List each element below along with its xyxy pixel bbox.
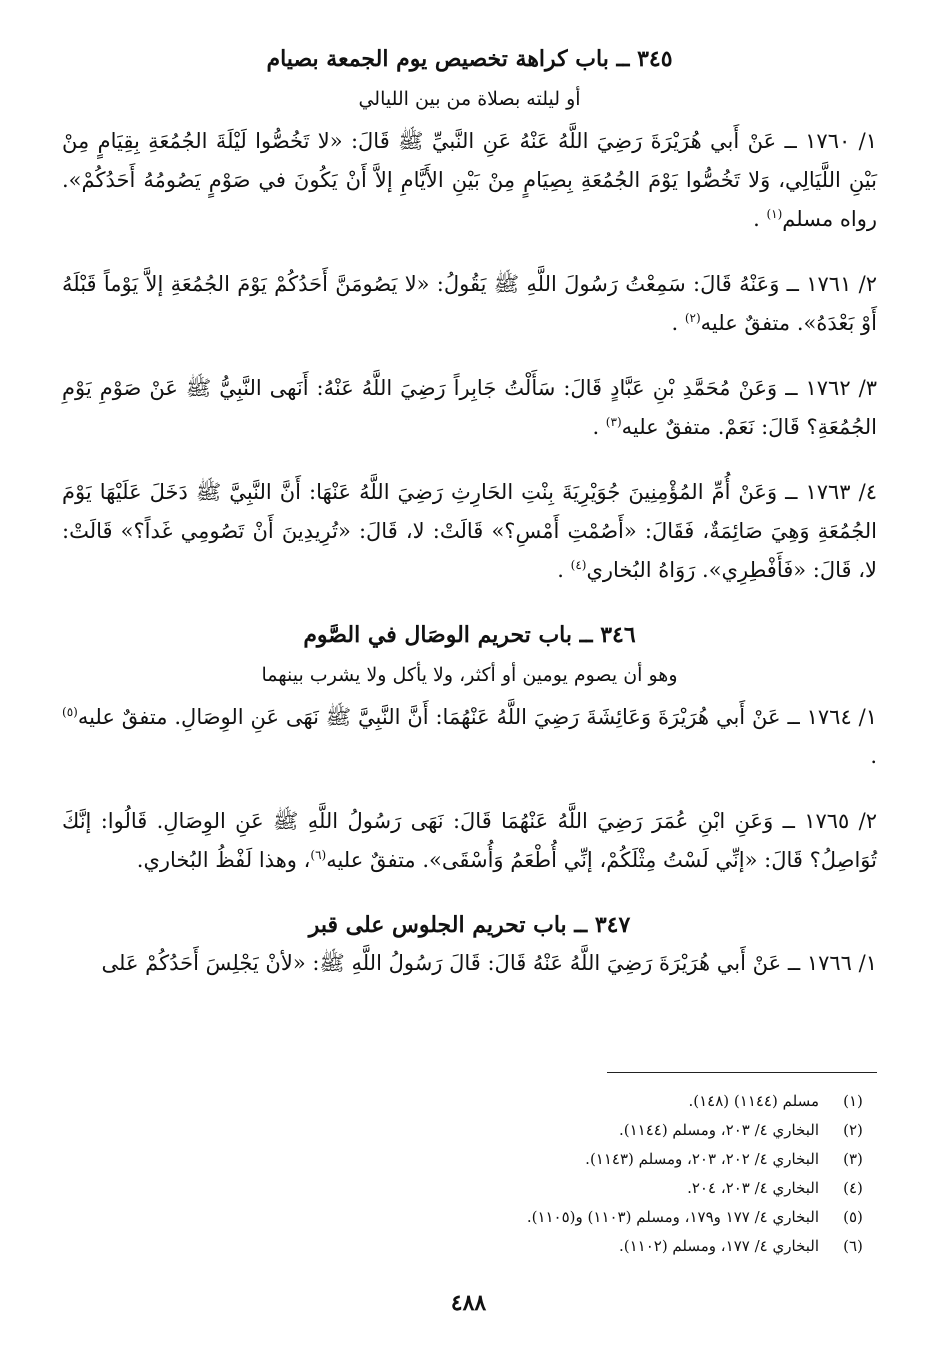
chapter-title-347: ٣٤٧ ــ باب تحريم الجلوس على قبر (308, 912, 631, 938)
hadith-number: ١/ ١٧٦٦ ــ (787, 951, 877, 975)
hadith-number: ٣/ ١٧٦٢ ــ (785, 376, 877, 400)
page-body (62, 40, 877, 1001)
footnotes (62, 1086, 871, 1260)
hadith-text: وَعَنْهُ قَالَ: سَمِعْتُ رَسُولَ اللَّهِ ﷺ يَقُولُ: «لا يَصُومَنَّ أَحَدُكُمْ يَوْمَ الجُمُعَةِ إلاَّ يَوْماً قَبْلَهُ أَوْ بَعْدَهُ». متفقٌ عليه (62, 272, 877, 335)
hadith-number: ٢/ ١٧٦٥ ــ (782, 809, 877, 833)
hadith-number: ١/ ١٧٦٤ ــ (787, 705, 877, 729)
footnote-ref[interactable]: (٦) (310, 848, 327, 862)
hadith-end: . (870, 744, 877, 768)
hadith-1760 (62, 122, 877, 239)
hadith-1765 (62, 802, 877, 880)
footnote-text: البخاري ٤/ ١٧٧، ومسلم (١١٠٢). (618, 1236, 819, 1255)
footnote-number: (٦) (843, 1236, 863, 1255)
hadith-number: ٤/ ١٧٦٣ ــ (785, 480, 877, 504)
hadith-end: . (671, 311, 685, 335)
footnote-ref[interactable]: (١) (766, 207, 783, 221)
hadith-number: ٢/ ١٧٦١ ــ (786, 272, 877, 296)
hadith-end: . (557, 558, 571, 582)
footnote-text: البخاري ٤/ ٢٠٢، ٢٠٣، ومسلم (١١٤٣). (585, 1149, 819, 1168)
hadith-text: عَنْ أَبي هُرَيْرَةَ رَضِيَ اللَّهُ عَنْهُ قَالَ: قَالَ رَسُولُ اللَّهِ ﷺ: «لأنْ يَجْلِسَ أَحَدُكُمْ عَلى (101, 951, 782, 975)
chapter-subtitle-345: أو ليلته بصلاة من بين الليالي (358, 88, 581, 110)
chapter-subtitle-346: وهو أن يصوم يومين أو أكثر، ولا يأكل ولا يشرب بينهما (261, 664, 678, 686)
hadith-end: . (753, 207, 767, 231)
footnote-ref[interactable]: (٣) (605, 415, 622, 429)
hadith-number: ١/ ١٧٦٠ ــ (784, 129, 877, 153)
footnote-text: البخاري ٤/ ٢٠٣، ومسلم (١١٤٤). (618, 1120, 819, 1139)
footnote-text: البخاري ٤/ ١٧٧ و١٧٩، ومسلم (١١٠٣) و(١١٠٥). (526, 1207, 819, 1226)
chapter-title-346: ٣٤٦ ــ باب تحريم الوصَال في الصَّوم (303, 622, 636, 648)
footnote-divider (607, 1072, 877, 1073)
hadith-text: وَعَنِ ابْنِ عُمَرَ رَضِيَ اللَّهُ عَنْهُمَا قَالَ: نَهَى رَسُولُ اللَّهِ ﷺ عَنِ الوِصَالِ. قَالُوا: إنَّكَ تُوَاصِلُ؟ قَالَ: «إنِّي لَسْتُ مِثْلَكُمْ، إنِّي أُطْعَمُ وَأُسْقَى». متفقٌ عليه (62, 809, 877, 872)
footnote-number: (١) (843, 1091, 863, 1110)
footnote-text: البخاري ٤/ ٢٠٣، ٢٠٤. (687, 1178, 819, 1197)
footnote-number: (٤) (843, 1178, 863, 1197)
hadith-1763 (62, 473, 877, 590)
footnote-item (62, 1086, 871, 1115)
page-number: ٤٨٨ (450, 1290, 487, 1316)
footnote-item (62, 1144, 871, 1173)
footnote-number: (٢) (843, 1120, 863, 1139)
footnote-item (62, 1202, 871, 1231)
hadith-text: عَنْ أَبي هُرَيْرَةَ رَضِيَ اللَّهُ عَنْهُ عَنِ النَّبيِّ ﷺ قَالَ: «لا تَخُصُّوا لَيْلَةَ الجُمُعَةِ بِقِيَامٍ مِنْ بَيْنِ اللَّيَالِي، وَلا تَخُصُّوا يَوْمَ الجُمُعَةِ بِصِيَامٍ مِنْ بَيْنِ الأَيَّامِ إلاَّ أَنْ يَكُونَ في صَوْمٍ يَصُومُهُ أَحَدُكُمْ». رواه مسلم (62, 129, 877, 231)
footnote-text: مسلم (١١٤٤) (١٤٨). (688, 1091, 819, 1110)
footnote-ref[interactable]: (٢) (684, 311, 701, 325)
hadith-end: ، وهذا لَفْظُ البُخاري. (136, 848, 311, 872)
chapter-title-345: ٣٤٥ ــ باب كراهة تخصيص يوم الجمعة بصيام (266, 46, 673, 72)
hadith-text: وَعَنْ مُحَمَّدِ بْنِ عَبَّادٍ قَالَ: سَأَلْتُ جَابِراً رَضِيَ اللَّهُ عَنْهُ: أَنَهى النَّبِيُّ ﷺ عَنْ صَوْمِ يَوْمِ الجُمُعَةِ؟ قَالَ: نَعَمْ. متفقٌ عليه (62, 376, 877, 439)
footnote-item (62, 1231, 871, 1260)
footnote-number: (٥) (843, 1207, 863, 1226)
hadith-text: عَنْ أَبي هُرَيْرَةَ وَعَائِشَةَ رَضِيَ اللَّهُ عَنْهُمَا: أَنَّ النَّبِيَّ ﷺ نَهَى عَنِ الوِصَالِ. متفقٌ عليه (77, 705, 781, 729)
hadith-end: . (592, 415, 606, 439)
hadith-text: وَعَنْ أُمِّ المُؤْمِنِينَ جُوَيْرِيَةَ بِنْتِ الحَارِثِ رَضِيَ اللَّهُ عَنْهَا: أَنَّ النَّبِيَّ ﷺ دَخَلَ عَلَيْهَا يَوْمَ الجُمُعَةِ وَهِيَ صَائِمَةٌ، فَقَالَ: «أَصُمْتِ أَمْسِ؟» قَالَتْ: لا، قَالَ: «تُرِيدِينَ أَنْ تَصُومِي غَداً؟» قَالَتْ: لا، قَالَ: «فَأَفْطِرِي». رَوَاهُ البُخاري (62, 480, 877, 582)
hadith-1762 (62, 369, 877, 447)
hadith-1761 (62, 265, 877, 343)
footnote-item (62, 1173, 871, 1202)
footnote-number: (٣) (843, 1149, 863, 1168)
footnote-item (62, 1115, 871, 1144)
hadith-1764 (62, 698, 877, 776)
hadith-1766 (62, 944, 877, 983)
footnote-ref[interactable]: (٤) (570, 558, 587, 572)
footnote-ref[interactable]: (٥) (62, 705, 78, 719)
